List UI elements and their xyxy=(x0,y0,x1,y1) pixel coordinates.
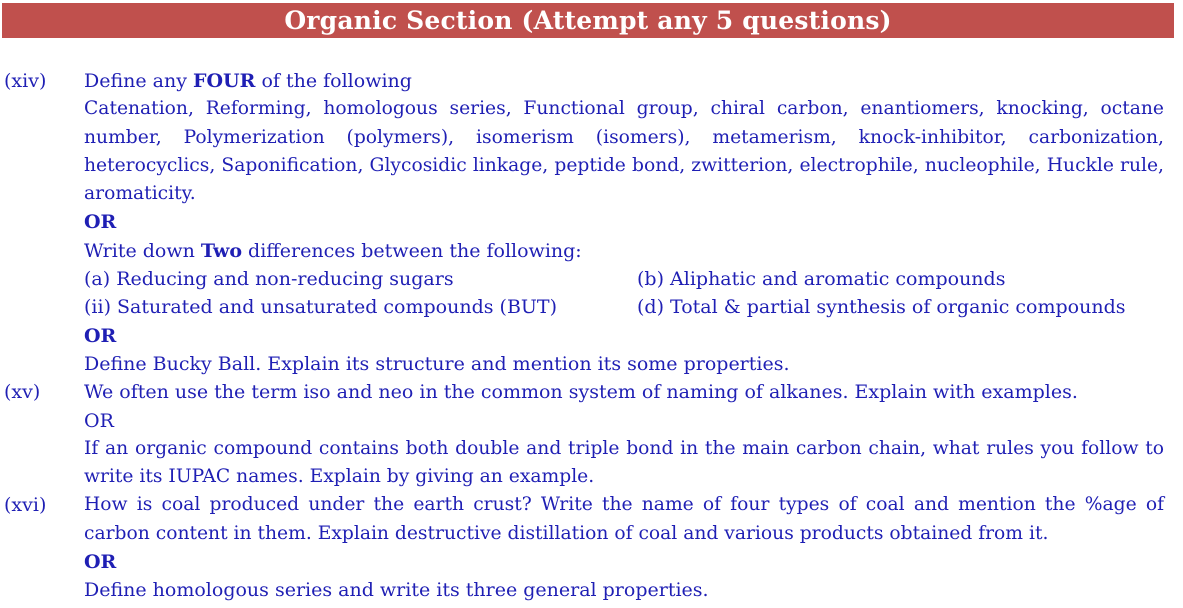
question-prompt-bucky-ball: Define Bucky Ball. Explain its structure and mention its some properties. xyxy=(84,352,790,375)
question-xiv xyxy=(0,67,1164,378)
question-number: (xiv) xyxy=(4,70,47,92)
section-title: Organic Section (Attempt any 5 questions) xyxy=(284,6,892,35)
question-prompt-iso-neo: We often use the term iso and neo in the common system of naming of alkanes. Explain with examples. xyxy=(84,381,1078,404)
prompt-emphasis: FOUR xyxy=(193,70,256,92)
question-prompt-iupac: If an organic compound contains both double and triple bond in the main carbon chain, what rules you follow to write its IUPAC names. Explain by giving an example. xyxy=(84,437,1164,488)
question-xv xyxy=(0,378,1164,491)
or-separator: OR xyxy=(84,551,117,574)
difference-item: (a) Reducing and non-reducing sugars xyxy=(84,268,454,291)
differences-row xyxy=(84,265,1164,293)
question-number: (xv) xyxy=(4,381,41,404)
difference-item: (b) Aliphatic and aromatic compounds xyxy=(637,268,1006,291)
question-prompt-homologous: Define homologous series and write its three general properties. xyxy=(84,579,709,602)
difference-item: (d) Total & partial synthesis of organic compounds xyxy=(637,296,1126,319)
question-prompt-define xyxy=(84,67,1164,95)
prompt-text: Define any xyxy=(84,70,194,92)
prompt-text: of the following xyxy=(255,70,412,92)
question-number: (xvi) xyxy=(4,494,47,517)
or-separator: OR xyxy=(84,409,114,432)
terms-list: Catenation, Reforming, homologous series, Functional group, chiral carbon, enantiomers, knocking, octane number, Polymerization (polymers), isomerism (isomers), metamerism, knock-inhibitor, carbonization, heterocyclics, Saponification, Glycosidic linkage, peptide bond, zwitterion, electrophile, nucleophile, Huckle rule, aromaticity. xyxy=(84,98,1164,205)
prompt-text: differences between the following: xyxy=(242,239,582,262)
or-separator: OR xyxy=(84,211,117,234)
or-separator: OR xyxy=(84,324,117,347)
question-prompt-differences xyxy=(84,237,1164,265)
questions-list xyxy=(0,67,1183,605)
differences-row xyxy=(84,293,1164,321)
difference-item: (ii) Saturated and unsaturated compounds (BUT) xyxy=(84,296,558,319)
question-xvi xyxy=(0,491,1164,604)
section-title-banner xyxy=(2,3,1174,38)
prompt-text: Write down xyxy=(84,239,201,262)
prompt-emphasis: Two xyxy=(200,239,242,262)
question-prompt-coal: How is coal produced under the earth crust? Write the name of four types of coal and mention the %age of carbon content in them. Explain destructive distillation of coal and various products obtained from it. xyxy=(84,494,1164,544)
